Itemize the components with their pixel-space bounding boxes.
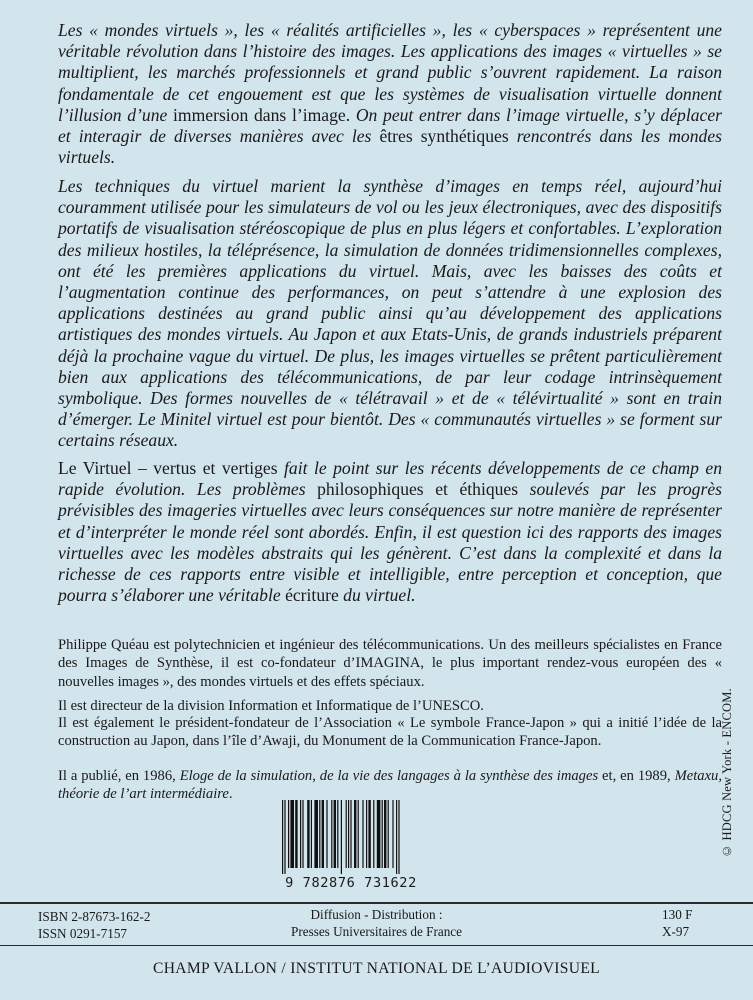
para1-text-b: immersion dans l’image. — [167, 104, 356, 125]
barcode-bar — [373, 800, 374, 868]
barcode-bar — [354, 800, 356, 868]
para1-text-e: rencontrés dans les mondes virtuels. — [58, 126, 722, 168]
barcode-bar — [322, 800, 324, 868]
distribution-label: Diffusion - Distribution : — [310, 907, 443, 922]
barcode-bar — [366, 800, 367, 868]
para3-text-b: fait le point sur les récents développements de ce champ en rapide évolution. Les problèmes — [58, 458, 722, 500]
author-bio-2: Il est directeur de la division Information et Informatique de l’UNESCO. — [58, 698, 484, 714]
barcode-bar — [377, 800, 381, 868]
bio4-text-e: . — [228, 786, 233, 803]
isbn-barcode — [270, 796, 432, 894]
barcode-bar — [392, 800, 393, 868]
barcode-bar — [388, 800, 389, 868]
barcode-bar — [346, 800, 347, 868]
bio4-text-a: Il a publié, en 1986, — [58, 768, 180, 784]
footer-rule-top — [0, 902, 753, 904]
barcode-bar — [350, 800, 351, 868]
description-paragraph-1 — [58, 20, 722, 168]
para1-text-d: êtres synthétiques — [379, 126, 509, 147]
barcode-bar — [368, 800, 370, 868]
barcode-digits: 9 782876 731622 — [285, 875, 417, 891]
barcode-bar — [307, 800, 309, 868]
barcode-bar — [331, 800, 332, 868]
barcode-bar — [300, 800, 301, 868]
barcode-bar — [384, 800, 386, 868]
catalog-code: X-97 — [662, 924, 690, 939]
para3-text-d: soulevés par les progrès prévisibles des imageries virtuelles avec leurs conséquences sur notre manière de représenter et d’interpréter le monde réel sont abordés. Enfin, il est question ici des rapports des images virtuelles avec les modèles abstraits qui les génèrent. C’est dans la complexité et dans la richesse de ces rapports entre visible et intelligible, entre perception et conception, que pourra s’élaborer une véritable — [58, 479, 722, 606]
barcode-bar — [382, 800, 383, 868]
barcode-bar — [314, 800, 318, 868]
footer-rule-bottom — [0, 945, 753, 946]
barcode-bar — [326, 800, 327, 868]
para1-text-c: On peut entrer dans l’image virtuelle, s’y déplacer et interagir de diverses manières avec les — [58, 104, 723, 147]
para1-text-a: Les « mondes virtuels », les « réalités artificielles », les « cyberspaces » représentent une véritable révolution dans l’histoire des images. Les applications des images « virtuelles » se multiplient, les marchés professionnels et grand public s’ouvrent rapidement. La raison fondamentale de cet engouement est que les systèmes de visualisation virtuelle donnent l’illusion d’une — [58, 20, 722, 125]
distributor-name: Presses Universitaires de France — [290, 924, 463, 939]
author-bio-3: Il est également le président-fondateur de l’Association « Le symbole France-Japon » qui a initié l’idée de la construction au Japon, dans l’île d’Awaji, du Monument de la Communication France-Japon. — [58, 715, 722, 750]
publishers-line: CHAMP VALLON / INSTITUT NATIONAL DE L’AUDIOVISUEL — [153, 960, 600, 977]
para3-text-e: écriture — [285, 585, 339, 606]
barcode-bar — [311, 800, 312, 868]
barcode-bar — [348, 800, 349, 868]
barcode-bar — [284, 800, 285, 874]
para3-text-c: philosophiques et éthiques — [317, 479, 519, 500]
barcode-bar — [358, 800, 359, 868]
barcode-bar — [319, 800, 320, 868]
barcode-bar — [288, 800, 289, 868]
barcode-bar — [341, 800, 342, 874]
bio4-work-2: Metaxu, théorie de l’art intermédiaire — [58, 768, 722, 803]
barcode-bar — [295, 800, 297, 868]
description-paragraph-2: Les techniques du virtuel marient la synthèse d’images en temps réel, aujourd’hui couramment utilisée pour les simulateurs de vol ou les jeux électroniques, avec des dispositifs portatifs de visualisation stéréoscopique de plus en plus légers et confortables. L’exploration des milieux hostiles, la téléprésence, la simulation de données tridimensionnelles complexes, ont été les premières applications du virtuel. Mais, avec les baisses des coûts et l’augmentation continue des performances, on peut s’attendre à une explosion des applications destinées au grand public ainsi qu’au développement des applications artistiques des mondes virtuels. Au Japon et aux Etats-Unis, de grands industriels préparent déjà la prochaine vague du virtuel. De plus, les images virtuelles se prêtent particulièrement bien aux applications des télécommunications, de par leur codage intrinsèquement symbolique. Des formes nouvelles de « télétravail » et de « télévirtualité » sont en train d’émerger. Le Minitel virtuel est pour bientôt. Des « communautés virtuelles » se forment sur certains réseaux. — [58, 176, 722, 451]
barcode-bar — [282, 800, 283, 874]
description-paragraph-3 — [58, 458, 722, 606]
para3-text-f: du virtuel. — [338, 585, 416, 606]
price: 130 F — [662, 907, 693, 922]
book-title: Le Virtuel – vertus et vertiges — [58, 458, 278, 478]
barcode-bar — [396, 800, 397, 874]
bio4-text-c: et, en 1989, — [598, 768, 675, 784]
distribution-block — [0, 906, 753, 940]
bio4-work-1: Eloge de la simulation, de la vie des langages à la synthèse des images — [179, 768, 599, 784]
author-bio-1: Philippe Quéau est polytechnicien et ingénieur des télécommunications. Un des meilleurs spécialistes en France des Images de Synthèse, il est co-fondateur d’IMAGINA, le plus important rendez-vous européen des « nouvelles images », des mondes virtuels et des effets spéciaux. — [58, 637, 722, 690]
issn-number: ISSN 0291-7157 — [38, 926, 128, 941]
barcode-bar — [290, 800, 294, 868]
image-credit: © HDCG New York - ENCOM. — [720, 688, 734, 858]
barcode-bars — [282, 800, 420, 874]
isbn-number: ISBN 2-87673-162-2 — [38, 909, 151, 924]
price-block — [662, 906, 692, 940]
barcode-bar — [362, 800, 363, 868]
barcode-bar — [302, 800, 303, 868]
barcode-bar — [337, 800, 338, 868]
barcode-bar — [398, 800, 399, 874]
barcode-bar — [334, 800, 336, 868]
